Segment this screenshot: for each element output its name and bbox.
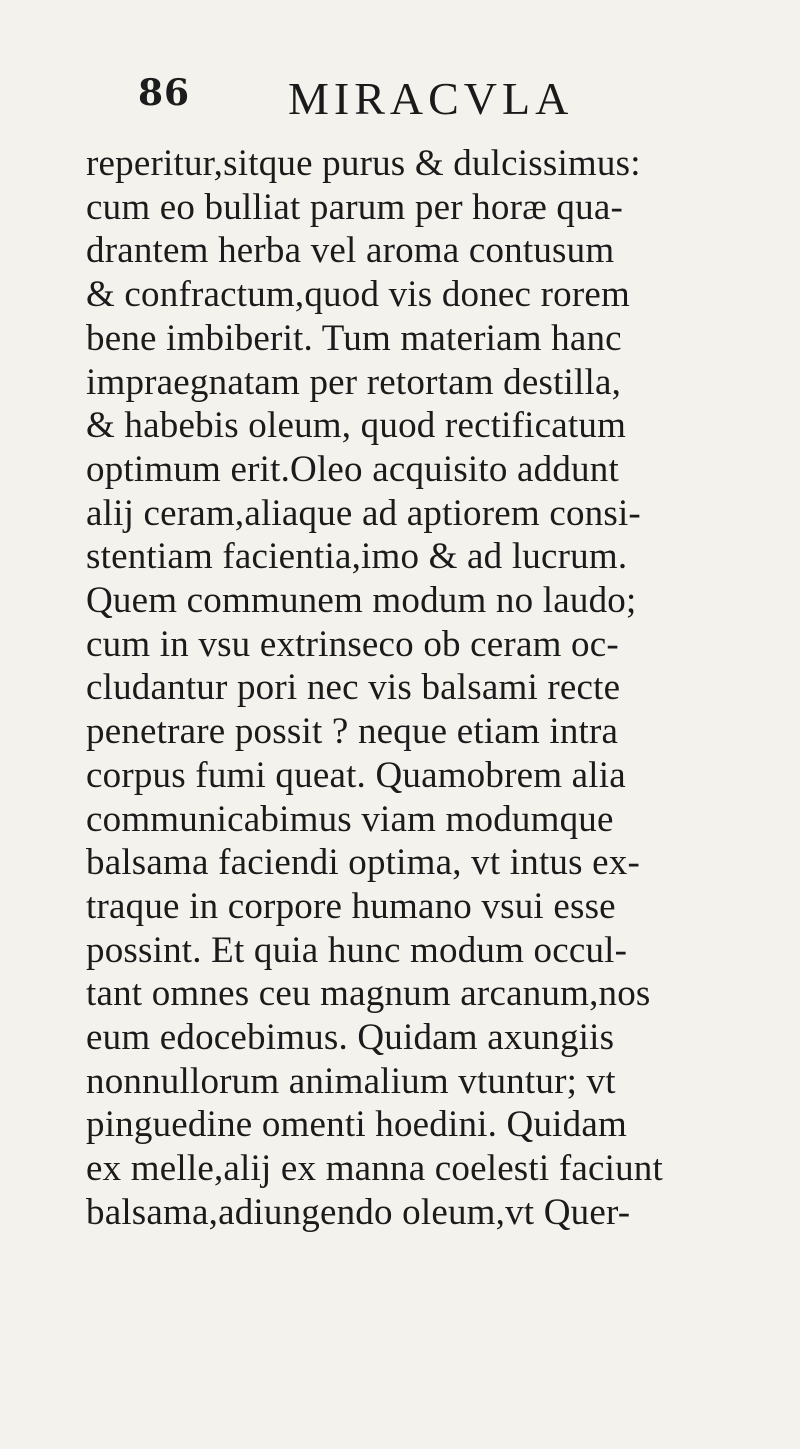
text-line: nonnullorum animalium vtuntur; vt	[86, 1060, 616, 1102]
text-line: & confractum,quod vis donec rorem	[86, 274, 630, 316]
text-line: possint. Et quia hunc modum occul-	[86, 929, 628, 971]
text-line: eum edocebimus. Quidam axungiis	[86, 1017, 615, 1059]
text-line: communicabimus viam modumque	[86, 798, 614, 840]
text-line: & habebis oleum, quod rectificatum	[86, 405, 627, 447]
text-line: Quem communem modum no laudo;	[86, 580, 637, 622]
body-text	[86, 142, 786, 1235]
text-line: traque in corpore humano vsui esse	[86, 885, 616, 927]
running-head: MIRACVLA	[288, 73, 574, 124]
text-line: cum in vsu extrinseco ob ceram oc-	[86, 623, 619, 665]
text-line: impraegnatam per retortam destilla,	[86, 361, 622, 403]
text-line: cum eo bulliat parum per horæ qua-	[86, 186, 623, 228]
text-line: penetrare possit ? neque etiam intra	[86, 711, 619, 753]
text-line: ex melle,alij ex manna coelesti faciunt	[86, 1148, 663, 1190]
text-line: stentiam facientia,imo & ad lucrum.	[86, 536, 628, 578]
text-line: balsama faciendi optima, vt intus ex-	[86, 842, 641, 884]
page-header	[138, 72, 758, 132]
text-line: optimum erit.Oleo acquisito addunt	[86, 448, 619, 490]
text-line: cludantur pori nec vis balsami recte	[86, 667, 621, 709]
text-line: reperitur,sitque purus & dulcissimus:	[86, 143, 641, 184]
text-line: alij ceram,aliaque ad aptiorem consi-	[86, 492, 641, 534]
page-number: 86	[138, 72, 191, 114]
text-line: balsama,adiungendo oleum,vt Quer-	[86, 1191, 631, 1233]
text-line: corpus fumi queat. Quamobrem alia	[86, 754, 626, 796]
text-line: pinguedine omenti hoedini. Quidam	[86, 1104, 627, 1146]
text-line: drantem herba vel aroma contusum	[86, 230, 615, 272]
text-line: tant omnes ceu magnum arcanum,nos	[86, 973, 651, 1015]
text-line: bene imbiberit. Tum materiam hanc	[86, 317, 622, 359]
